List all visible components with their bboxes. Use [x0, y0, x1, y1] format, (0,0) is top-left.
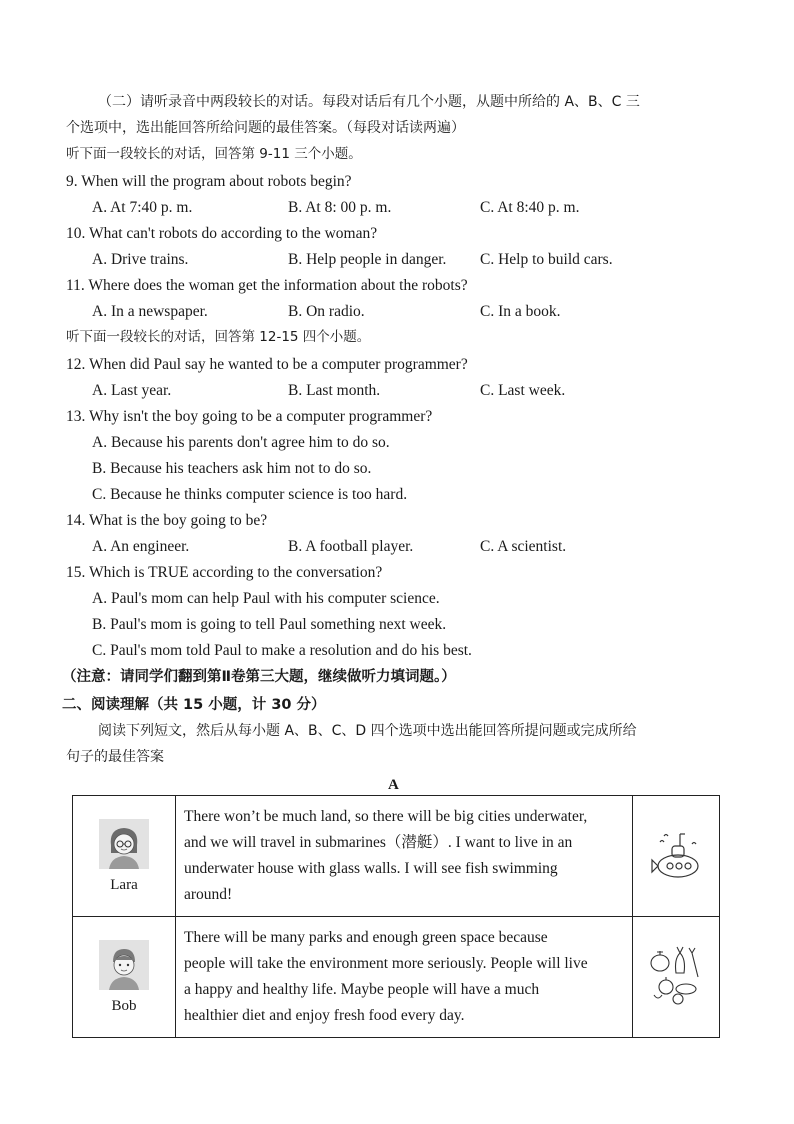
person-cell [73, 917, 176, 1038]
passage-table [72, 795, 720, 1038]
avatar [99, 819, 149, 869]
part2-instructions-line2: 个选项中，选出能回答所给问题的最佳答案。（每段对话读两遍） [66, 120, 465, 136]
boy-avatar-icon [99, 940, 149, 990]
q14-option-b: B. A football player. [288, 538, 414, 555]
q15-option-c: C. Paul's mom told Paul to make a resolution and do his best. [92, 642, 472, 659]
question-12: 12. When did Paul say he wanted to be a computer programmer? [66, 356, 468, 373]
q9-option-b: B. At 8: 00 p. m. [288, 199, 392, 216]
passage-line: and we will travel in submarines（潜艇）. I want to live in an [184, 834, 573, 851]
q10-option-b: B. Help people in danger. [288, 251, 447, 268]
q10-option-a: A. Drive trains. [92, 251, 189, 268]
q13-option-a: A. Because his parents don't agree him to do so. [92, 434, 390, 451]
q15-option-b: B. Paul's mom is going to tell Paul something next week. [92, 616, 447, 633]
person-name: Bob [111, 997, 137, 1014]
notice: （注意：请同学们翻到第Ⅱ卷第三大题，继续做听力填词题。） [62, 669, 456, 685]
q15-option-a: A. Paul's mom can help Paul with his computer science. [92, 590, 440, 607]
q11-option-a: A. In a newspaper. [92, 303, 208, 320]
question-11: 11. Where does the woman get the information about the robots? [66, 277, 468, 294]
passage-text [176, 796, 633, 917]
passage-line: There won’t be much land, so there will be big cities underwater, [184, 808, 588, 825]
passage-line: healthier diet and enjoy fresh food every day. [184, 1007, 465, 1024]
avatar [99, 940, 149, 990]
person-name: Lara [110, 876, 138, 893]
question-9: 9. When will the program about robots begin? [66, 173, 352, 190]
submarine-icon [648, 824, 704, 884]
q14-option-a: A. An engineer. [92, 538, 190, 555]
question-13: 13. Why isn't the boy going to be a computer programmer? [66, 408, 433, 425]
picture-cell [633, 796, 720, 917]
q12-option-b: B. Last month. [288, 382, 381, 399]
question-14: 14. What is the boy going to be? [66, 512, 268, 529]
picture-cell [633, 917, 720, 1038]
question-10: 10. What can't robots do according to the woman? [66, 225, 378, 242]
q10-option-c: C. Help to build cars. [480, 251, 613, 268]
passage-line: underwater house with glass walls. I will see fish swimming [184, 860, 558, 877]
passage-line: a happy and healthy life. Maybe people will have a much [184, 981, 540, 998]
passage-line: There will be many parks and enough green space because [184, 929, 548, 946]
q11-option-c: C. In a book. [480, 303, 561, 320]
passage-line: around! [184, 886, 233, 903]
passage-line: people will take the environment more seriously. People will live [184, 955, 588, 972]
part2-instructions-line1: （二）请听录音中两段较长的对话。每段对话后有几个小题，从题中所给的 A、B、C 三 [98, 94, 640, 110]
reading-instructions-line2: 句子的最佳答案 [66, 749, 164, 765]
q9-option-a: A. At 7:40 p. m. [92, 199, 193, 216]
passage-label: A [388, 777, 399, 793]
dialogue1-note: 听下面一段较长的对话，回答第 9-11 三个小题。 [66, 146, 362, 162]
table-row [73, 917, 720, 1038]
girl-avatar-icon [99, 819, 149, 869]
reading-heading: 二、阅读理解（共 15 小题，计 30 分） [62, 697, 326, 713]
passage-text [176, 917, 633, 1038]
person-cell [73, 796, 176, 917]
q14-option-c: C. A scientist. [480, 538, 567, 555]
q9-option-c: C. At 8:40 p. m. [480, 199, 580, 216]
q13-option-c: C. Because he thinks computer science is too hard. [92, 486, 408, 503]
table-row [73, 796, 720, 917]
dialogue2-note: 听下面一段较长的对话，回答第 12-15 四个小题。 [66, 329, 371, 345]
q11-option-b: B. On radio. [288, 303, 365, 320]
q12-option-c: C. Last week. [480, 382, 566, 399]
q13-option-b: B. Because his teachers ask him not to do so. [92, 460, 372, 477]
question-15: 15. Which is TRUE according to the conversation? [66, 564, 383, 581]
reading-instructions-line1: 阅读下列短文，然后从每小题 A、B、C、D 四个选项中选出能回答所提问题或完成所给 [98, 723, 637, 739]
q12-option-a: A. Last year. [92, 382, 172, 399]
vegetables-icon [646, 943, 706, 1007]
